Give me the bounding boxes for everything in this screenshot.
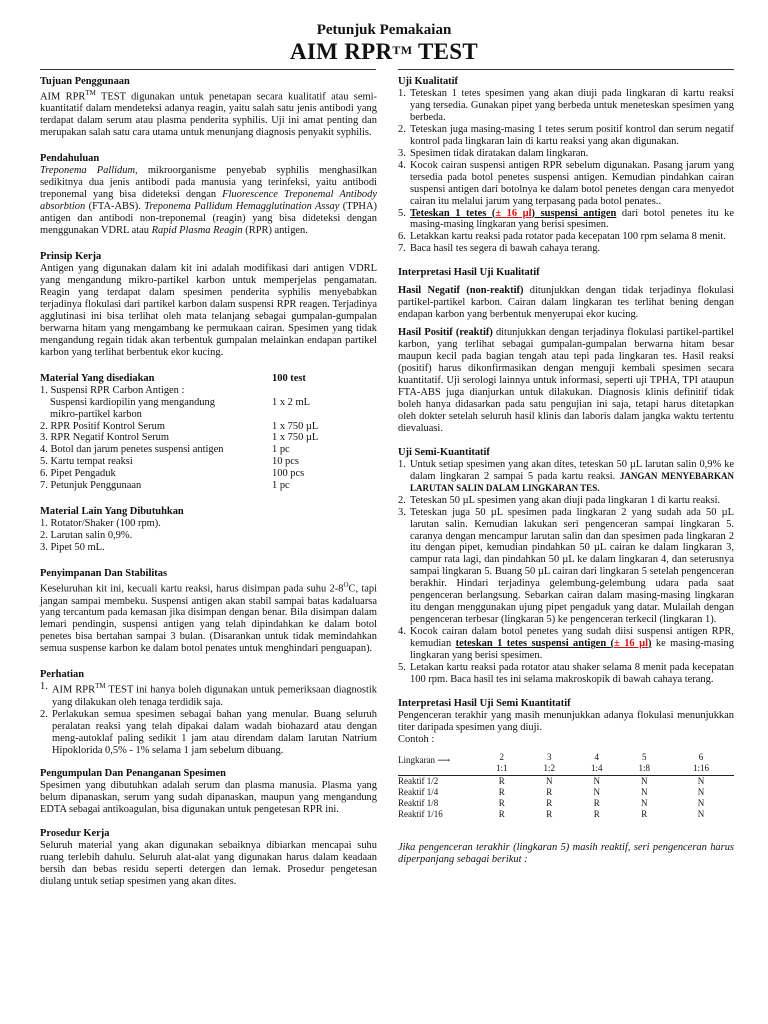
semi-item: 4. Kocok cairan dalam botol penetes yang sudah diisi suspensi antigen RPR, kemudian teteskan 1 tetes suspensi antigen (± 16 µl) ke masing-masing lingkaran yang berisi spesimen.: [398, 626, 734, 662]
material-item: Suspensi kardiopilin yang mengandung 1 x 2 mL: [50, 396, 310, 408]
kualitatif-item: 3. Spesimen tidak diratakan dalam lingkaran.: [398, 147, 589, 159]
table-row: Reaktif 1/8 R R R N N: [398, 797, 705, 808]
penyimpanan-text: Keseluruhan kit ini, kecuali kartu reaksi, harus disimpan pada suhu $2-8^OC$, tapi jangan sampai membeku. Suspensi antigen akan stabil sampai batas kadaluarsa yang tercantum pada kemasan jika disimpan dengan benar. Bila disimpan dalam lemari pendingin, suspensi antigen yang telah dipindahkan ke dalam botol penetes bisa bertahan sampai 3 bulan. (Disarankan untuk tidak memindahkan semua suspense karbon ke dalam botol penates untuk menghindari penguapan).: [40, 581, 377, 655]
header-rule-right: [398, 69, 734, 70]
material-item: 1. Suspensi RPR Carbon Antigen :: [40, 384, 185, 396]
material-item: 6. Pipet Pengaduk 100 pcs: [40, 468, 305, 480]
table-row: Reaktif 1/16 R R R R N: [398, 808, 705, 819]
document-subtitle: Petunjuk Pemakaian: [316, 22, 452, 38]
table-ratio-row: Lingkaran ⟶ 1:1 1:2 1:4 1:8 1:16: [398, 763, 734, 776]
table-header-row: 2 3 4 5 6: [499, 751, 704, 762]
table-row: Reaktif 1/2 R N N N N: [398, 775, 705, 786]
kualitatif-item: 5. Teteskan 1 tetes (± 16 µl) suspensi antigen dari botol penetes itu ke masing-masing lingkaran yang berisi spesimen.: [398, 207, 734, 231]
semi-item: 5. Letakan kartu reaksi pada rotator atau shaker selama 8 menit pada kecepatan 100 rpm. Baca hasil tes ini selama makroskopik di bawah cahaya terang.: [398, 661, 734, 685]
kualitatif-item: 7. Baca hasil tes segera di bawah cahaya terang.: [398, 243, 601, 255]
pengumpulan-text: Spesimen yang dibutuhkan adalah serum dan plasma manusia. Plasma yang belum dipanaskan, serum yang sudah dipanaskan, maupun yang mengandung EDTA sebagai antikoagulan, bisa digunakan untuk pengetesan RPR ini.: [40, 780, 377, 816]
perhatian-list: [40, 681, 377, 756]
tujuan-text: AIM RPR™ TEST digunakan untuk penetapan secara kualitatif atau semi-kuantitatif dalam mendeteksi adanya reagin, yaitu salah satu jenis antibodi yang terdapat dalam serum atau plasma penderita syphilis. Uji ini amat penting dan merupakan salah satu cara utama untuk menunjang diagnosis penyakit syphilis.: [40, 89, 377, 139]
contoh-label: Contoh :: [398, 733, 435, 745]
prinsip-text: Antigen yang digunakan dalam kit ini adalah modifikasi dari antigen VDRL yang mengandung mikro-partikel karbon untuk memperjelas pengamatan. Reagin yang terdapat dalam spesimen penderita syphilis menyebabkan terjadinya flokulasi dari partikel karbon dalam suspensi RPR reagen. Terjadinya agglutinasi ini bisa terlihat oleh mata telanjang sebagai gumpalan-gumpalan berwarna hitam yang mengambang ke permukaan cairan. Spesimen yang tidak mengandung regain tidak akan terbentuk gumpalan melainkan endapan partikel karbon yang terlihat berbentuk ekor kucing.: [40, 263, 377, 358]
section-heading-interpretasi-semi: Interpretasi Hasil Uji Semi Kuantitatif: [398, 697, 571, 709]
section-heading-perhatian: Perhatian: [40, 669, 85, 681]
hasil-negatif-text: Hasil Negatif (non-reaktif) ditunjukkan dengan tidak terjadinya flokulasi partikel-partikel karbon. Cairan dalam lingkaran tes terlihat bening dengan endapan karbon yang berbentuk menyerupai ekor kucing.: [398, 285, 734, 321]
interpretasi-semi-text: Pengenceran terakhir yang masih menunjukkan adanya flokulasi menunjukkan titer daripada spesimen yang diuji.: [398, 709, 734, 733]
semi-list: [398, 459, 734, 686]
material-lain-item: 1. Rotator/Shaker (100 rpm).: [40, 518, 161, 530]
section-heading-lain: Material Lain Yang Dibutuhkan: [40, 506, 184, 518]
pendahuluan-text: Treponema Pallidum, mikroorganisme penyebab syphilis menghasilkan sedikitnya dua jenis antibodi pada manusia yang terinfeksi, yaitu antibodi treponemal yang bisa dideteksi dengan Fluorescence Treponemal Antibody absorbtion (FTA-ABS). Treponema Pallidum Hemagglutination Assay (TPHA) antigen dan antibodi non-treponemal (reagin) yang bisa dideteksi dengan menggunakan VDRL atau Rapid Plasma Reagin (RPR) antigen.: [40, 165, 378, 237]
right-column: [398, 74, 734, 866]
semi-item: 1. Untuk setiap spesimen yang akan dites, teteskan 50 µL larutan salin 0,9% ke dalam lingkaran 2 sampai 5 pada kartu reaksi. JANGAN MENYEBARKAN LARUTAN SALIN DALAM LINGKARAN TES.: [398, 458, 734, 493]
material-list: [40, 385, 377, 493]
material-item: mikro-partikel karbon: [50, 408, 142, 420]
material-lain-item: 2. Larutan salin 0,9%.: [40, 530, 133, 542]
material-qty-heading: 100 test: [272, 372, 306, 384]
prosedur-text: Seluruh material yang akan digunakan sebaiknya dibiarkan mencapai suhu ruang terlebih dahulu. Seluruh alat-alat yang digunakan harus dalam keadaan bersih dan bebas residu seperti detergen dan lemak. Prosedur pengetesan diulang untuk setiap spesimen yang akan dites.: [40, 840, 377, 888]
header-rule-left: [40, 69, 376, 70]
semi-item: 2. Teteskan 50 µL spesimen yang akan diuji pada lingkaran 1 di kartu reaksi.: [398, 494, 721, 506]
left-column: [40, 74, 377, 888]
kualitatif-item: 4. Kocok cairan suspensi antigen RPR sebelum digunakan. Pasang jarum yang tersedia pada botol penetes suspensi antigen. Kemudian pindahkan cairan suspensi antigen dari botolnya ke dalam botol penetes dengan cara menyedot cairan itu melalui jarum yang terpasang pada botol penates..: [398, 159, 734, 207]
material-item: 7. Petunjuk Penggunaan 1 pc: [40, 480, 290, 492]
material-item: 3. RPR Negatif Kontrol Serum 1 x 750 µL: [40, 432, 319, 444]
section-heading-material: Material Yang disediakan: [40, 372, 155, 384]
perhatian-item: 2. Perlakukan semua spesimen sebagai bahan yang menular. Buang seluruh peralatan reaksi yang telah dipakai dalam wadah biohazard atau dengan meng-autoklaf paling sedikit 1 jam atau direndam dalam larutan Natrium Hipoklorida 0,5% - 1% selama 1 jam sebelum dibuang.: [40, 708, 377, 756]
material-item: 5. Kartu tempat reaksi 10 pcs: [40, 456, 299, 468]
material-item: 2. RPR Positif Kontrol Serum 1 x 750 µL: [40, 420, 319, 432]
footer-note: Jika pengenceran terakhir (lingkaran 5) masih reaktif, seri pengenceran harus diperpanjang sebagai berikut :: [398, 841, 734, 865]
material-heading-row: [40, 373, 377, 385]
section-heading-prinsip: Prinsip Kerja: [40, 251, 102, 263]
section-heading-kualitatif: Uji Kualitatif: [398, 76, 459, 87]
section-heading-interpretasi: Interpretasi Hasil Uji Kualitatif: [398, 267, 540, 279]
section-heading-penyimpanan: Penyimpanan Dan Stabilitas: [40, 568, 168, 580]
semi-item: 3. Teteskan juga 50 µL spesimen pada lingkaran 2 yang sudah ada 50 µL larutan salin. Kemudian lakukan seri pengenceran sampai lingkaran 5. caranya dengan mencampur larutan salin dan dan spesimen pada lingkaran 2 itu dengan pipet, kemudian pindahkan 50 µL cairan ke dalam lingkaran 3, campur rata lagi, dan pindahkan 50 µL ke dalam lingkaran 4, dan seterusnya sampai lingkaran 5. Buang 50 µL cairan dari lingkaran 5 setelah pengenceran berakhir. Hindari terjadinya gelembung-gelembung udara pada saat pengenceran berlangsung. Sebarkan cairan dalam masing-masing lingkaran itu dengan menggunakan ujung pipet pengaduk yang datar. Mulailah dengan pengenceran terbesar (lingkaran 5) ke pengenceran terkecil (lingkaran 1).: [398, 506, 734, 626]
material-lain-item: 3. Pipet 50 mL.: [40, 542, 105, 554]
kualitatif-item: 6. Letakkan kartu reaksi pada rotator pada kecepatan 100 rpm selama 8 menit.: [398, 231, 726, 243]
kualitatif-item: 2. Teteskan juga masing-masing 1 tetes serum positif kontrol dan serum negatif kontrol pada lingkaran lain di kartu reaksi yang akan digunakan.: [398, 123, 734, 147]
material-item: 4. Botol dan jarum penetes suspensi antigen 1 pc: [40, 444, 290, 456]
kualitatif-item: 1. Teteskan 1 tetes spesimen yang akan diuji pada lingkaran di kartu reaksi yang tersedia. Gunakan pipet yang berbeda untuk meneteskan spesimen yang berbeda.: [398, 88, 734, 123]
document-header: [0, 4, 768, 65]
kualitatif-list: [398, 88, 734, 255]
document-title: AIM RPR™ TEST: [290, 39, 478, 64]
titer-table: [398, 752, 734, 820]
section-heading-pengumpulan: Pengumpulan Dan Penanganan Spesimen: [40, 768, 226, 780]
section-heading-pendahuluan: Pendahuluan: [40, 153, 100, 165]
section-heading-tujuan: Tujuan Penggunaan: [40, 76, 130, 87]
hasil-positif-text: Hasil Positif (reaktif) ditunjukkan dengan terjadinya flokulasi partikel-partikel karbon, yang terlihat sebagai gumpalan-gumpalan berwarna hitam besar maupun kecil pada bagian tengah atau tepi pada lingkaran tes. Hasil reaksi (positif) harus dikonfirmasikan dengan menguji kembali spesimen secara kuantitatif. Uji serologi lainnya untuk informasi, seperti uji TPHA, TPI ataupun FTA-ABS juga dianjurkan untuk dilakukan. Diagnosis klinis definitif tidak boleh hanya didasarkan pada satu pengujian ini saja, tetapi harus ditetapkan oleh dokter setelah seluruh hasil klinis dan laboris dalam jangka waktu tertentu dievaluasi.: [398, 327, 734, 434]
section-heading-prosedur: Prosedur Kerja: [40, 828, 110, 840]
perhatian-item: 1. AIM RPR™ TEST ini hanya boleh digunakan untuk pemeriksaan diagnostik yang dilakukan oleh tenaga terdidik saja.: [40, 681, 377, 708]
table-row: Reaktif 1/4 R R N N N: [398, 786, 705, 797]
section-heading-semi: Uji Semi-Kuantitatif: [398, 446, 490, 458]
